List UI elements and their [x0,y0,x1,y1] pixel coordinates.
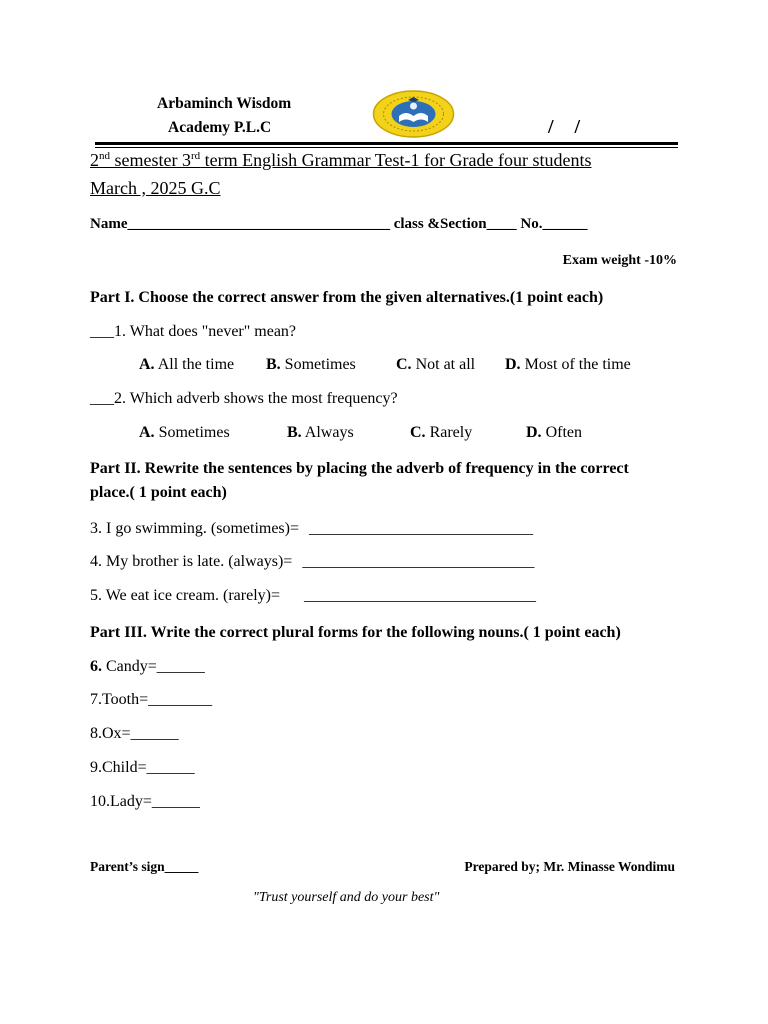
question-6: 6. Candy=______ [90,658,205,675]
header-rule-thick [95,142,678,145]
q1-option-d: D. Most of the time [505,356,631,373]
question-3: 3. I go swimming. (sometimes)= ____________________________ [90,520,534,537]
school-logo [372,90,455,138]
exam-weight: Exam weight -10% [562,253,677,268]
test-date: March , 2025 G.C [90,178,221,198]
part3-heading: Part III. Write the correct plural forms for the following nouns.( 1 point each) [90,624,621,641]
question-7: 7.Tooth=________ [90,691,213,708]
student-info-line: Name___________________________________ class &Section____ No.______ [90,216,588,232]
date-placeholder: / / [548,116,581,138]
q2-option-d: D. Often [526,424,582,441]
question-9: 9.Child=______ [90,759,195,776]
question-5: 5. We eat ice cream. (rarely)= _____________________________ [90,587,536,604]
question-1: ___1. What does "never" mean? [90,323,297,340]
q2-option-a: A. Sometimes [139,424,230,441]
q2-option-b: B. Always [287,424,354,441]
q2-option-c: C. Rarely [410,424,473,441]
school-name-line1: Arbaminch Wisdom [157,95,292,112]
school-name-line2: Academy P.L.C [168,119,272,136]
question-4: 4. My brother is late. (always)= _____________________________ [90,553,535,570]
q1-option-a: A. All the time [139,356,235,373]
motto: "Trust yourself and do your best" [253,890,440,905]
question-8: 8.Ox=______ [90,725,179,742]
q1-option-b: B. Sometimes [266,356,356,373]
test-title: 2nd semester 3rd term English Grammar Test-1 for Grade four students [90,150,592,170]
question-10: 10.Lady=______ [90,793,200,810]
question-2: ___2. Which adverb shows the most frequency? [90,390,398,407]
prepared-by: Prepared by; Mr. Minasse Wondimu [464,859,675,874]
q1-option-c: C. Not at all [396,356,476,373]
parent-sign: Parent’s sign_____ [90,859,199,874]
part1-heading: Part I. Choose the correct answer from the given alternatives.(1 point each) [90,289,604,306]
header-rule-thin [95,147,678,148]
part2-heading: Part II. Rewrite the sentences by placing the adverb of frequency in the correct place.( 1 point each) [90,460,629,501]
